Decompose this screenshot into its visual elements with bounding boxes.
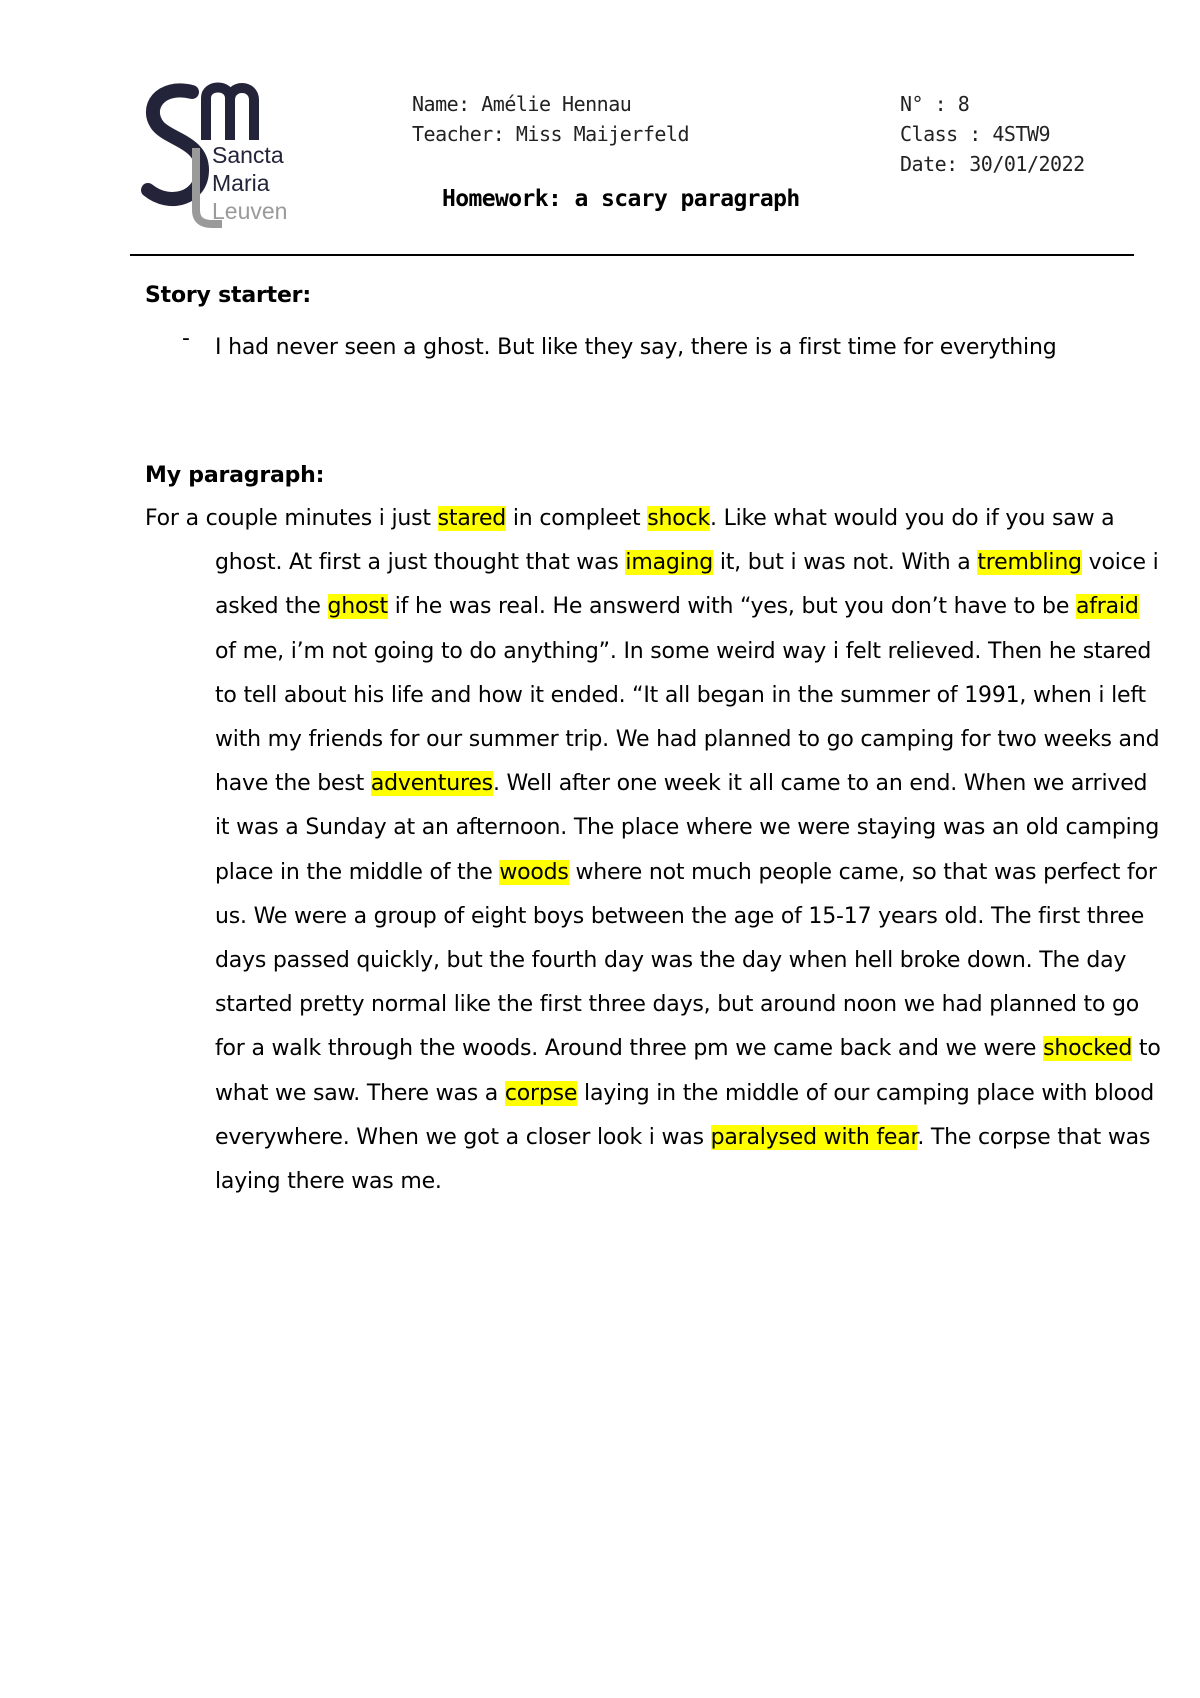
paragraph-segment: of me, i’m not going to do anything”. In some weird way i felt relieved. Then he stared to tell about his life and how it ended. “It all began in the summer of 1991, when i left with my friends for our summer trip. We had planned to go camping for two weeks and have the best — [215, 638, 1160, 797]
paragraph-segment: For a couple minutes i just — [145, 506, 438, 531]
teacher-name: Teacher: Miss Maijerfeld — [412, 122, 689, 146]
paragraph-segment: if he was real. He answerd with “yes, but you don’t have to be — [387, 594, 1076, 620]
highlighted-word: trembling — [977, 550, 1082, 576]
student-name: Name: Amélie Hennau — [412, 92, 632, 116]
logo-text-maria: Maria — [212, 170, 270, 196]
paragraph-text — [145, 497, 1165, 1204]
story-starter-text: I had never seen a ghost. But like they say, there is a first time for everything — [215, 335, 1057, 360]
page-title: Homework: a scary paragraph — [442, 186, 800, 212]
logo-text-sancta: Sancta — [212, 142, 284, 168]
paragraph-label: My paragraph: — [145, 463, 325, 488]
highlighted-word: corpse — [504, 1080, 578, 1106]
paragraph-segment: . The corpse that was laying there was me. — [215, 1124, 1151, 1195]
highlighted-word: stared — [437, 506, 507, 531]
highlighted-word: woods — [499, 859, 569, 885]
header-divider — [130, 254, 1134, 256]
class-code: Class : 4STW9 — [900, 122, 1051, 146]
paragraph-segment: where not much people came, so that was perfect for us. We were a group of eight boys between the age of 15-17 years old. The first three days passed quickly, but the fourth day was the day when hell broke down. The day started pretty normal like the first three days, but around noon we had planned to go for a walk through the woods. Around three pm we came back and we were — [215, 859, 1157, 1062]
highlighted-word: paralysed with fear — [710, 1124, 918, 1150]
story-bullet: - — [182, 326, 190, 351]
highlighted-word: ghost — [327, 594, 388, 620]
paragraph-segment: . Like what would you do if you saw a ghost. At first a just thought that was — [215, 506, 1115, 576]
school-logo — [140, 78, 320, 238]
paragraph-segment: to what we saw. There was a — [215, 1036, 1161, 1106]
paragraph-segment: in compleet — [506, 506, 648, 531]
student-number: N° : 8 — [900, 92, 970, 116]
paragraph-segment: voice i asked the — [215, 550, 1159, 620]
highlighted-word: adventures — [370, 771, 493, 797]
highlighted-word: shocked — [1043, 1036, 1133, 1062]
highlighted-word: afraid — [1075, 594, 1139, 620]
highlighted-word: shock — [647, 506, 710, 531]
paragraph-segment: . Well after one week it all came to an end. When we arrived it was a Sunday at an afternoon. The place where we were staying was an old camping place in the middle of the — [215, 771, 1160, 885]
paragraph-segment: it, but i was not. With a — [713, 550, 978, 576]
story-starter-label: Story starter: — [145, 283, 311, 308]
highlighted-word: imaging — [625, 550, 714, 576]
logo-text-leuven: Leuven — [212, 198, 288, 224]
date: Date: 30/01/2022 — [900, 152, 1085, 176]
paragraph-segment: laying in the middle of our camping place with blood everywhere. When we got a closer look i was — [215, 1080, 1154, 1150]
